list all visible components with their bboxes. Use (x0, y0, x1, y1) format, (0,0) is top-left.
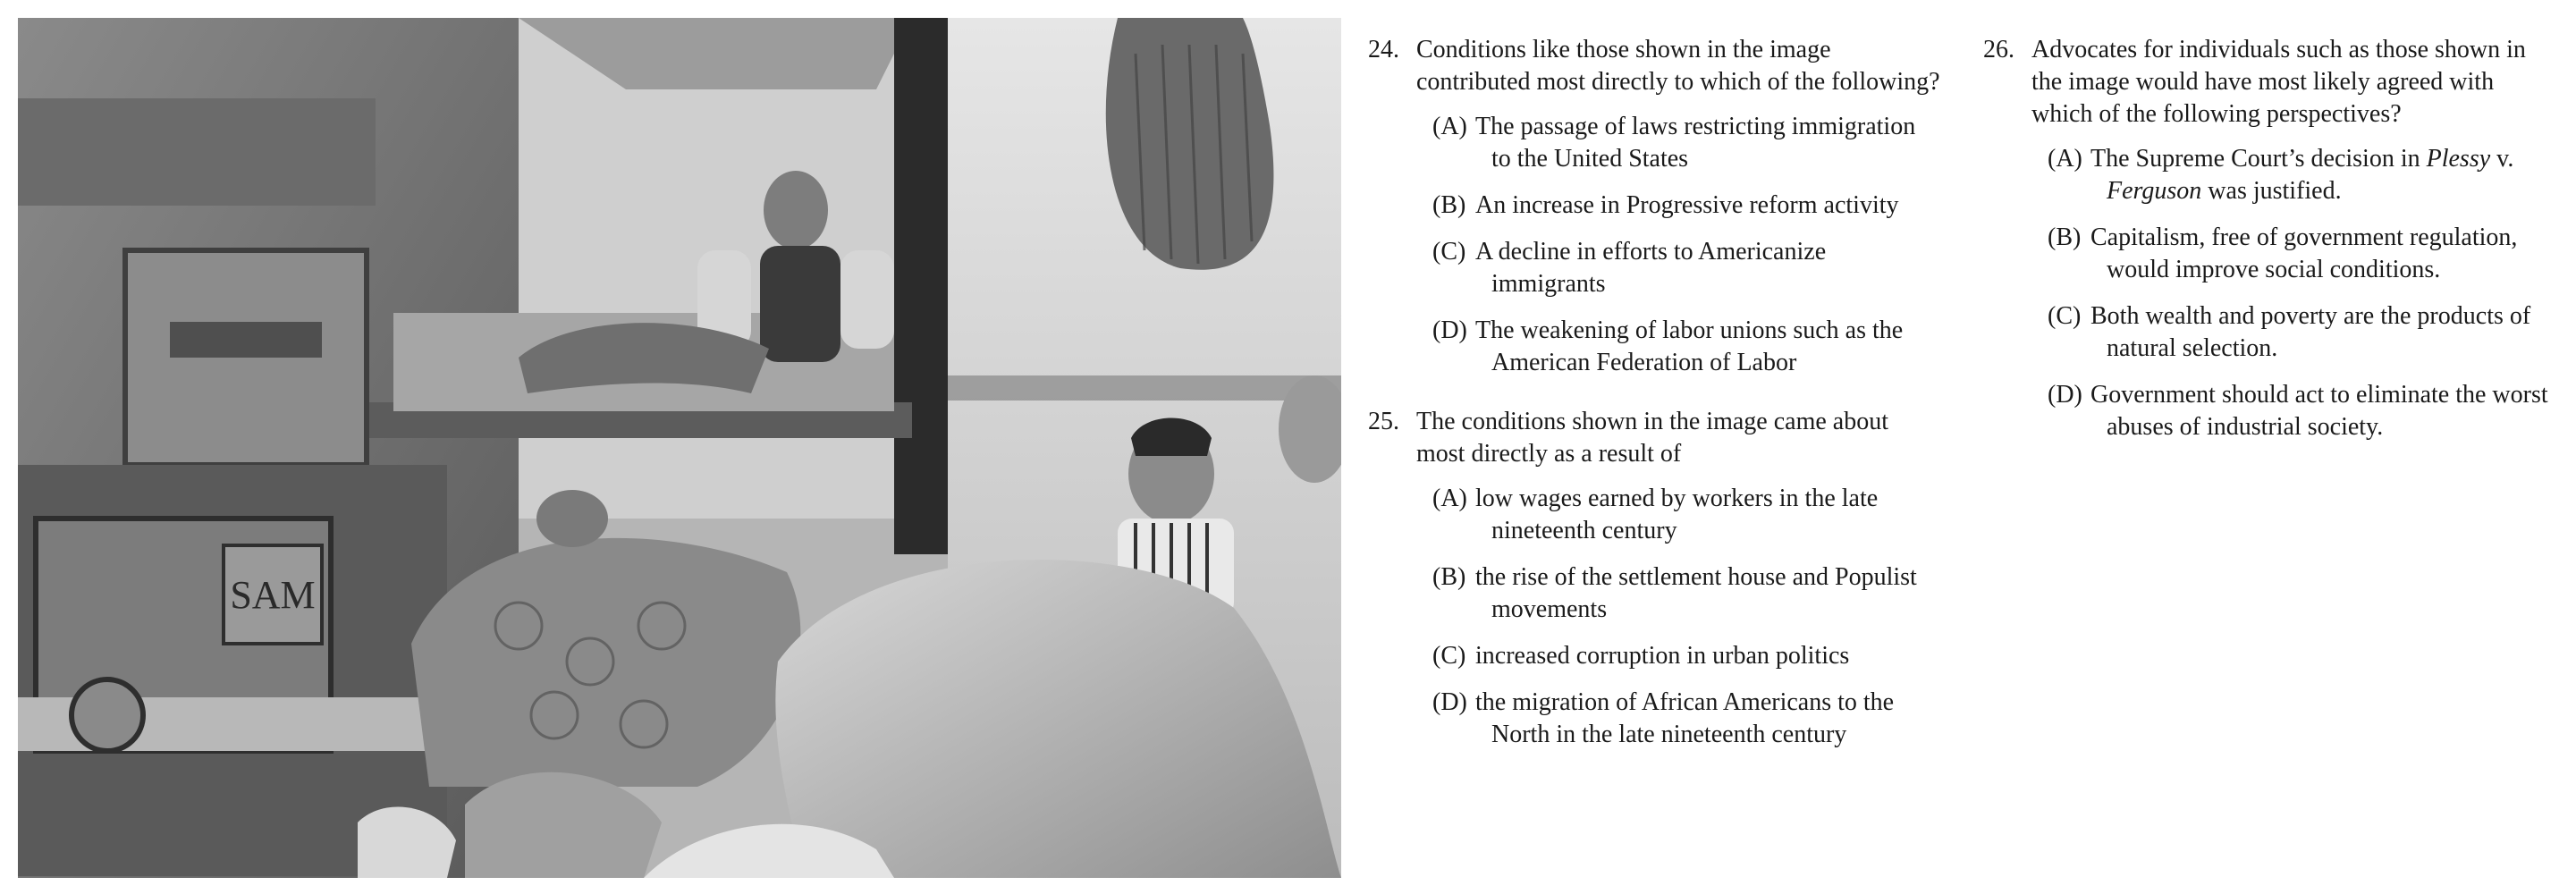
option-c[interactable] (1416, 640, 1940, 672)
option-label: (D) (1432, 316, 1467, 344)
option-text-part: v. (2490, 145, 2514, 173)
option-label: (B) (1432, 563, 1466, 591)
question-stem (1983, 34, 2555, 131)
option-text: The weakening of labor unions such as the American Federation of Labor (1475, 316, 1904, 376)
option-text: the rise of the settlement house and Populist movements (1475, 563, 1917, 623)
option-text: Both wealth and poverty are the products of natural selection. (2090, 302, 2531, 362)
option-label: (C) (2048, 302, 2082, 330)
option-a[interactable] (1416, 483, 1940, 547)
option-text: The passage of laws restricting immigration to the United States (1475, 113, 1916, 173)
answer-options (1368, 111, 1940, 379)
option-text: An increase in Progressive reform activity (1475, 191, 1899, 219)
option-text: Capitalism, free of government regulation, would improve social conditions. (2090, 224, 2518, 283)
question-25 (1368, 406, 1940, 751)
option-text-part: The Supreme Court’s decision in (2090, 145, 2427, 173)
option-label: (A) (2048, 145, 2082, 173)
option-label: (A) (1432, 485, 1467, 512)
option-d[interactable] (1416, 687, 1940, 751)
question-text: Advocates for individuals such as those shown in the image would have most likely agreed with which of the following perspectives? (2031, 36, 2526, 128)
stove-lettering: SAM (230, 573, 316, 617)
option-a[interactable] (1416, 111, 1940, 175)
questions-column-right (1983, 34, 2555, 470)
option-a[interactable] (2031, 143, 2555, 207)
option-label: (D) (1432, 688, 1467, 716)
answer-options (1983, 143, 2555, 443)
option-text-part: was justified. (2201, 177, 2342, 205)
option-text: Government should act to eliminate the worst abuses of industrial society. (2090, 381, 2548, 441)
option-label: (B) (2048, 224, 2082, 251)
option-b[interactable] (1416, 190, 1940, 222)
option-b[interactable] (1416, 561, 1940, 626)
question-number: 24. (1368, 36, 1399, 63)
option-c[interactable] (1416, 236, 1940, 300)
answer-options (1368, 483, 1940, 751)
option-text (2090, 145, 2513, 205)
question-text: Conditions like those shown in the image contributed most directly to which of the following? (1416, 36, 1940, 96)
historical-photograph (18, 18, 1341, 878)
question-stem (1368, 34, 1940, 98)
question-number: 26. (1983, 36, 2014, 63)
option-label: (A) (1432, 113, 1467, 140)
photo-illustration (18, 18, 1341, 878)
questions-column-left (1368, 34, 1940, 778)
option-text: A decline in efforts to Americanize immigrants (1475, 238, 1827, 298)
option-text: low wages earned by workers in the late nineteenth century (1475, 485, 1879, 544)
question-24 (1368, 34, 1940, 379)
question-text: The conditions shown in the image came about most directly as a result of (1416, 408, 1888, 468)
question-stem (1368, 406, 1940, 470)
option-d[interactable] (2031, 379, 2555, 443)
case-name-italic: Plessy (2426, 145, 2491, 173)
case-name-italic: Ferguson (2107, 177, 2202, 205)
question-number: 25. (1368, 408, 1399, 435)
option-label: (C) (1432, 642, 1466, 670)
option-label: (D) (2048, 381, 2082, 409)
option-text: increased corruption in urban politics (1475, 642, 1850, 670)
option-label: (B) (1432, 191, 1466, 219)
option-label: (C) (1432, 238, 1466, 266)
question-26 (1983, 34, 2555, 443)
option-b[interactable] (2031, 222, 2555, 286)
option-text: the migration of African Americans to the North in the late nineteenth century (1475, 688, 1895, 748)
option-c[interactable] (2031, 300, 2555, 365)
option-d[interactable] (1416, 315, 1940, 379)
